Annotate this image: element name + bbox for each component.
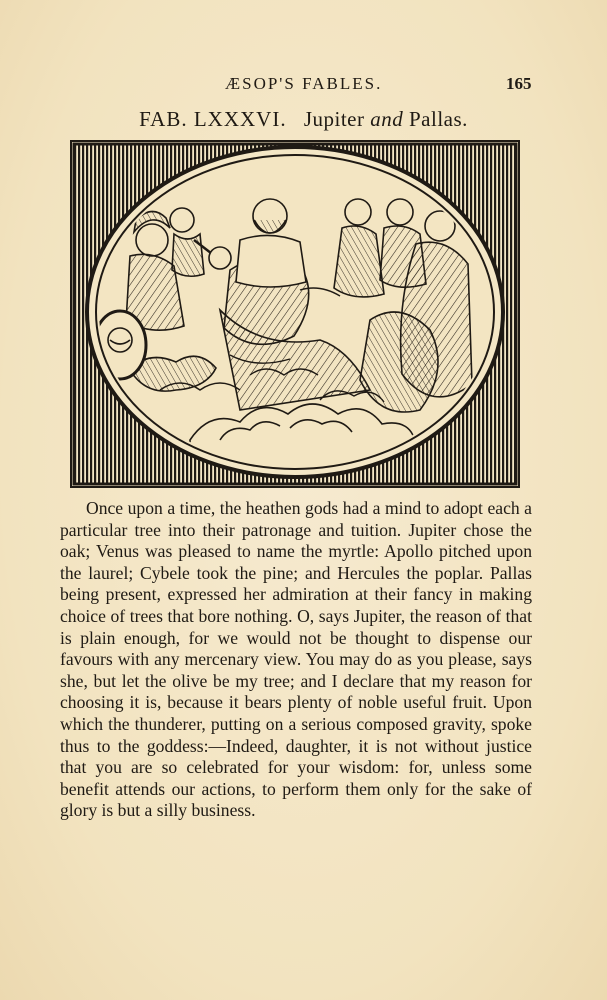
woodcut-illustration — [70, 140, 520, 488]
fable-title-conjunction: and — [370, 107, 404, 131]
page-number: 165 — [506, 74, 532, 93]
fable-title — [0, 107, 607, 132]
fable-title-part2: Pallas. — [409, 107, 468, 131]
woodcut-engraving-icon — [70, 140, 520, 488]
running-head — [0, 74, 607, 98]
fable-body — [60, 498, 532, 822]
fable-number: FAB. LXXXVI. — [139, 107, 287, 131]
fable-title-part1: Jupiter — [303, 107, 365, 131]
running-title: ÆSOP'S FABLES. — [225, 74, 383, 93]
fable-paragraph: Once upon a time, the heathen gods had a mind to adopt each a particular tree into their patronage and tuition. Jupiter chose the oak; Venus was pleased to name the myrtle: Apollo pitched upon the laurel; Cybele took the pine; and Hercules the poplar. Pallas being present, expressed her admiration at their fancy in making choice of trees that bore nothing. O, says Jupiter, the reason of that is plain enough, for we would not be thought to dispense our favours with any mercenary view. You may do as you please, says she, but let the olive be my tree; and I declare that my reason for choosing it is, because it bears plenty of noble useful fruit. Upon which the thunderer, putting on a serious composed gravity, spoke thus to the goddess:—Indeed, daughter, it is not without justice that you are so celebrated for your wisdom: for, unless some benefit attends our actions, to perform them only for the sake of glory is but a silly business. — [60, 498, 532, 821]
